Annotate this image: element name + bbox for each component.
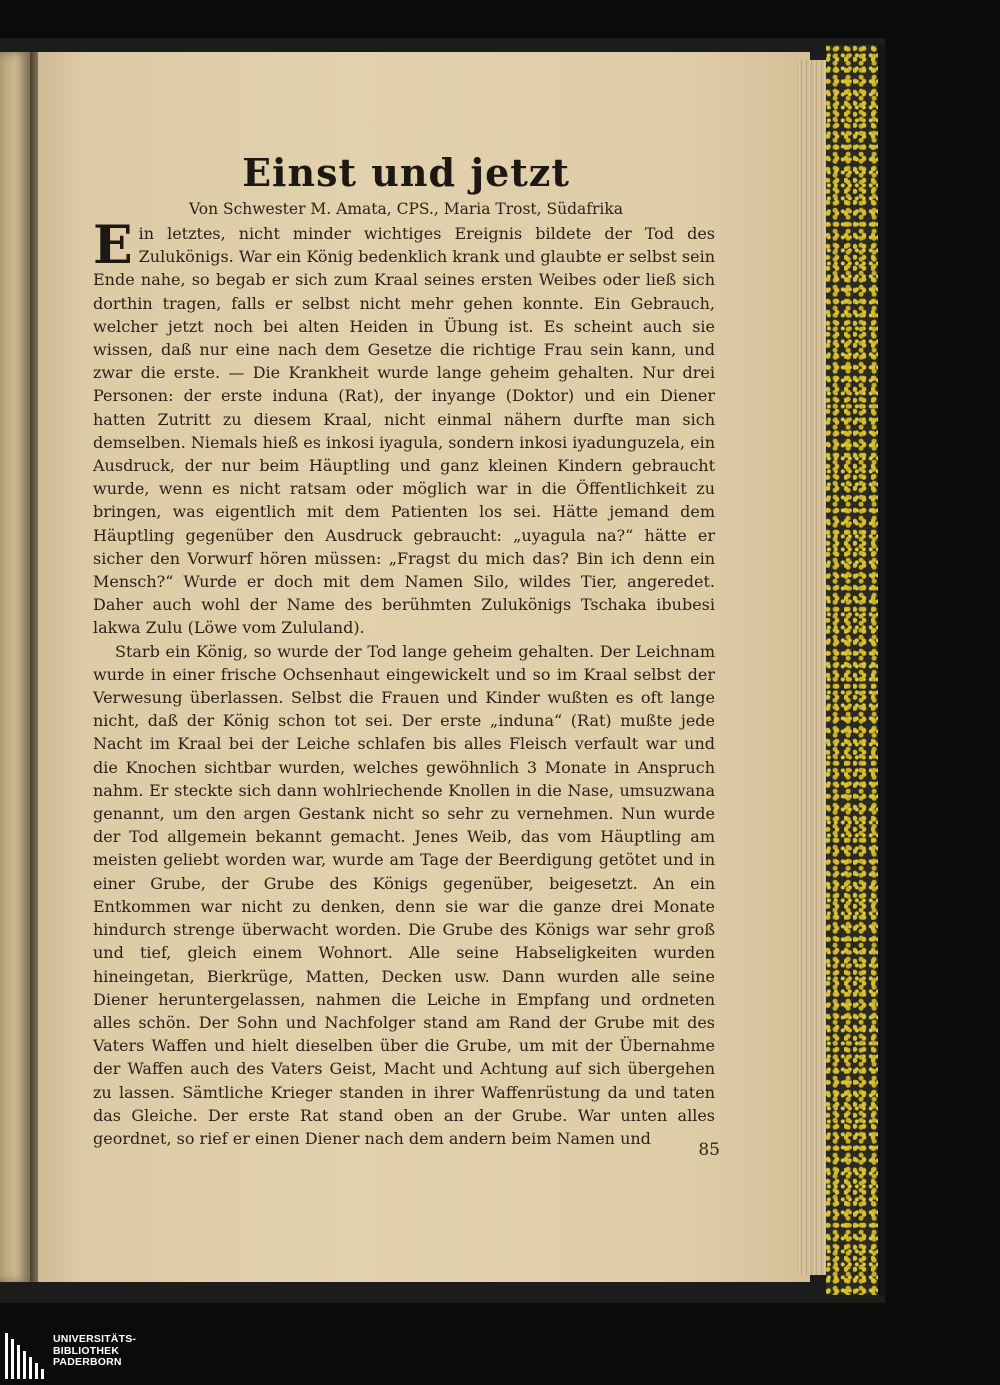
cover-edge: [878, 45, 886, 1295]
article-body: [93, 215, 716, 1150]
page-number: 85: [698, 1140, 720, 1160]
paragraph-2: Starb ein König, so wurde der Tod lange geheim gehalten. Der Leichnam wurde in einer frische Ochsenhaut eingewickelt und so im Kraal selbst der Verwesung überlassen. Selbst die Frauen und Kinder wußten es oft lange nicht, daß der König schon tot sei. Der erste „induna“ (Rat) mußte jede Nacht im Kraal bei der Leiche schlafen bis alles Fleisch verfault war und die Knochen sichtbar wurden, welches gewöhnlich 3 Monate in Anspruch nahm. Er steckte sich dann wohlriechende Knollen in die Nase, umsuzwana genannt, um den argen Gestank nicht so sehr zu vernehmen. Nun wurde der Tod allgemein bekannt gemacht. Jenes Weib, das vom Häuptling am meisten geliebt worden war, wurde am Tage der Beerdigung getötet und in einer Grube, der Grube des Königs gegenüber, beigesetzt. An ein Entkommen war nicht zu denken, denn sie war die ganze drei Monate hindurch strenge überwacht worden. Die Grube des Königs war sehr groß und tief, gleich einem Wohnort. Alle seine Habseligkeiten wurden hineingetan, Bierkrüge, Matten, Decken usw. Dann wurden alle seine Diener heruntergelassen, nahmen die Leiche in Empfang und ordneten alles schön. Der Sohn und Nachfolger stand am Rand der Grube mit des Vaters Waffen und hielt dieselben über die Grube, um mit der Übernahme der Waffen auch des Vaters Geist, Macht und Achtung auf sich übergehen zu lassen. Sämtliche Krieger standen in ihrer Waffenrüstung da und taten das Gleiche. Der erste Rat stand oben an der Grube. War unten alles geordnet, so rief er einen Diener nach dem andern beim Namen und: [93, 641, 715, 1148]
page-stack-edges: [798, 60, 828, 1275]
library-logo: [5, 1333, 165, 1381]
paragraph-1: [93, 215, 716, 640]
article-byline: Von Schwester M. Amata, CPS., Maria Trost, Südafrika: [188, 200, 623, 218]
facing-page-edge: [0, 52, 30, 1282]
paragraph-1-text: in letztes, nicht minder wichtiges Ereignis bildete der Tod des Zulukönigs. War ein König bedenklich krank und glaubte er selbst sein Ende nahe, so begab er sich zum Kraal seines ersten Weibes oder ließ sich dorthin tragen, falls er selbst nicht mehr gehen konnte. Ein Gebrauch, welcher jetzt noch bei alten Heiden in Übung ist. Es scheint auch sie wissen, daß nur eine nach dem Gesetze die richtige Frau sein kann, und zwar die erste. — Die Krankheit wurde lange geheim gehalten. Nur drei Personen: der erste induna (Rat), der inyange (Doktor) und ein Diener hatten Zutritt zu diesem Kraal, nicht einmal nähern durfte man sich demselben. Niemals hieß es inkosi iyagula, sondern inkosi iyadunguzela, ein Ausdruck, der nur beim Häuptling und ganz kleinen Kindern gebraucht wurde, wenn es nicht ratsam oder möglich war in die Öffentlichkeit zu bringen, was eigentlich mit dem Patienten los sei. Hätte jemand dem Häuptling gegenüber den Ausdruck gebraucht: „uyagula na?“ hätte er sicher den Vorwurf hören müssen: „Fragst du mich das? Bin ich denn ein Mensch?“ Wurde er doch mit dem Namen Silo, wildes Tier, angeredet. Daher auch wohl der Name des berühmten Zulukönigs Tschaka ibubesi lakwa Zulu (Löwe vom Zululand).: [93, 224, 716, 638]
article-title: Einst und jetzt: [242, 150, 570, 195]
library-logo-text: UNIVERSITÄTS- BIBLIOTHEK PADERBORN: [53, 1333, 137, 1368]
drop-cap: E: [93, 215, 133, 276]
library-logo-icon: [5, 1333, 49, 1379]
marbled-cover-board: [826, 45, 884, 1295]
